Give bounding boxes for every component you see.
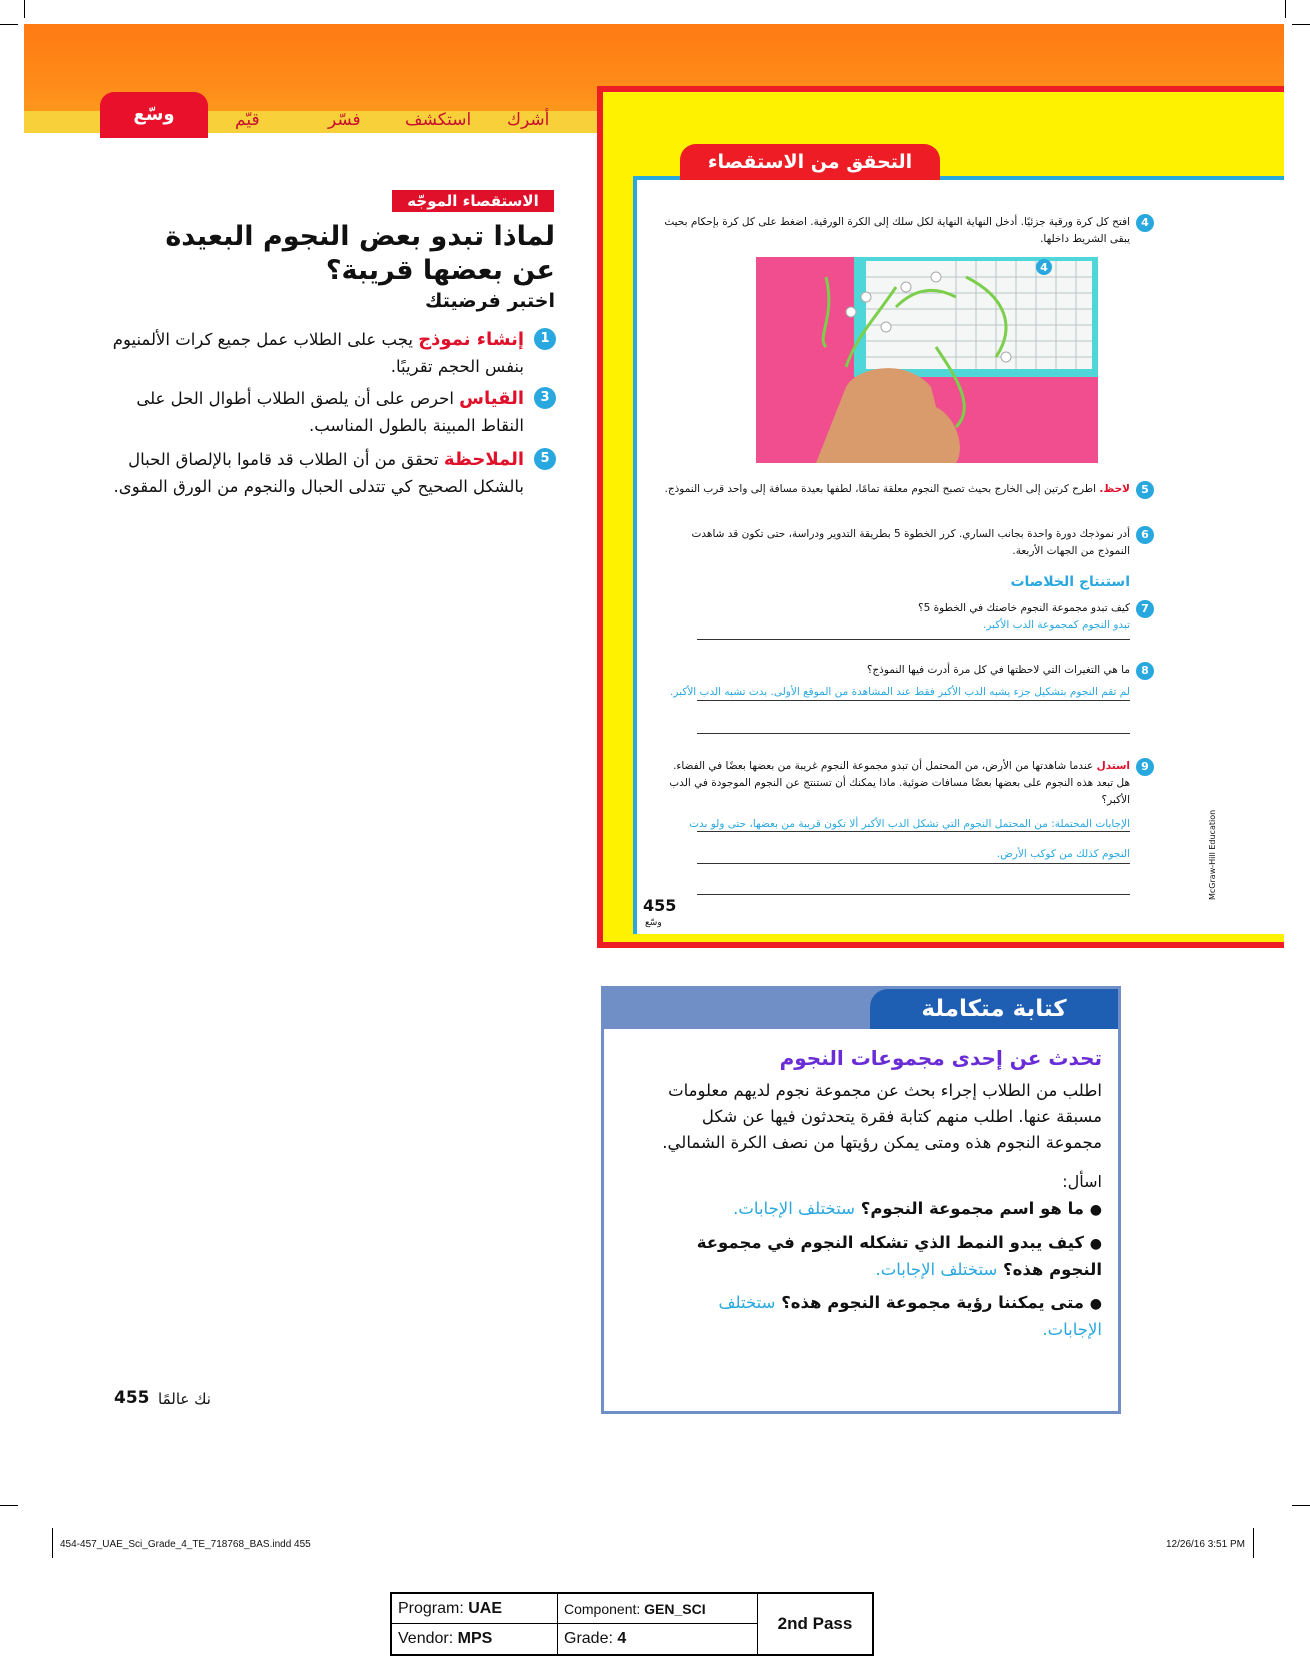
step-keyword: إنشاء نموذج — [418, 329, 524, 350]
component-value: GEN_SCI — [644, 1601, 706, 1617]
crop-mark — [24, 0, 25, 18]
sp-step-number: 5 — [1136, 481, 1154, 499]
sp-answer: لم تقم النجوم بتشكيل جزء يشبه الدب الأكبر فقط عند المشاهدة من الموقع الأولى. بدت تشبه الدب الأكبر. — [670, 686, 1130, 698]
tab-evaluate[interactable]: قيّم — [235, 110, 260, 130]
step-item — [110, 326, 556, 380]
print-date: 12/26/16 3:51 PM — [1166, 1539, 1245, 1550]
page-number: 455 — [114, 1388, 150, 1408]
grade-value: 4 — [617, 1630, 627, 1647]
photo-hand — [816, 368, 960, 463]
crop-mark — [52, 1528, 53, 1558]
ask-label: اسأل: — [1062, 1172, 1102, 1191]
step-number: 5 — [534, 448, 556, 470]
sp-answer: تبدو النجوم كمجموعة الدب الأكبر. — [983, 619, 1130, 631]
crop-mark — [0, 24, 18, 25]
sp-step-number: 9 — [1136, 758, 1154, 776]
program-value: UAE — [468, 1600, 503, 1617]
tab-explain[interactable]: فسّر — [328, 110, 361, 130]
step-keyword: القياس — [459, 388, 524, 409]
guided-inquiry-badge: الاستقصاء الموجّه — [392, 190, 554, 212]
question-text: متى يمكننا رؤية مجموعة النجوم هذه؟ — [781, 1293, 1085, 1312]
grade-label: Grade: — [564, 1630, 613, 1647]
sp-step — [660, 214, 1149, 248]
sp-step-label: لاحظ. — [1099, 483, 1130, 495]
vendor-cell — [392, 1624, 558, 1654]
sp-question — [660, 600, 1149, 634]
crop-mark — [1292, 24, 1310, 25]
conclusions-heading: استنتاج الخلاصات — [1010, 574, 1130, 590]
component-label: Component: — [564, 1601, 641, 1617]
program-label: Program: — [398, 1600, 464, 1617]
step-text: يجب على الطلاب عمل جميع كرات الألمنيوم بنفس الحجم تقريبًا. — [112, 330, 524, 376]
page-footer-word: نك عالمًا — [158, 1390, 211, 1408]
step-text: احرص على أن يلصق الطلاب أطوال الحل على النقاط المبينة بالطول المناسب. — [136, 389, 524, 435]
pass-cell: 2nd Pass — [777, 1614, 853, 1633]
answer-text: ستختلف الإجابات. — [875, 1260, 998, 1279]
sp-step-number: 6 — [1136, 526, 1154, 544]
step-item — [110, 446, 556, 500]
crop-mark — [1253, 1528, 1254, 1558]
photo-badge: 4 — [1040, 261, 1048, 274]
vendor-value: MPS — [457, 1630, 493, 1647]
crop-mark — [0, 1505, 18, 1506]
writing-box-title: كتابة متكاملة — [870, 989, 1118, 1029]
sp-step — [660, 526, 1149, 560]
list-item — [660, 1196, 1102, 1223]
vendor-label: Vendor: — [398, 1630, 454, 1647]
sp-page-number: 455 — [643, 896, 677, 915]
sp-question — [660, 758, 1149, 869]
sp-step-text: أدر نموذجك دورة واحدة بجانب الساري. كرر الخطوة 5 بطريقة التدوير ودراسة، حتى تكون قد شاهدت النموذج من الجهات الأربعة. — [691, 528, 1130, 557]
tab-explore[interactable]: استكشف — [405, 110, 472, 130]
sp-question-text: عندما شاهدتها من الأرض، من المحتمل أن تبدو مجموعة النجوم غريبة من بعضها بعضًا في الفضاء. هل تبعد هذه النجوم على بعضها بعضًا مسافات ضوئية. ماذا يمكنك أن تستنتج عن النجوم الموجودة في الدب الأكبر؟ — [669, 760, 1130, 806]
bullet-icon: ● — [1089, 1202, 1102, 1218]
sp-step-label: استدل — [1096, 760, 1130, 772]
step-number: 3 — [534, 387, 556, 409]
file-slug: 454-457_UAE_Sci_Grade_4_TE_718768_BAS.indd 455 — [60, 1539, 311, 1550]
bullet-icon: ● — [1089, 1296, 1102, 1312]
answer-line — [697, 831, 1130, 832]
writing-box-body: اطلب من الطلاب إجراء بحث عن مجموعة نجوم لديهم معلومات مسبقة عنها. اطلب منهم كتابة فقرة يتحدثون فيها عن شكل مجموعة النجوم هذه ومتى يمكن رؤيتها من نصف الكرة الشمالي. — [662, 1081, 1102, 1152]
sp-answer: الإجابات المحتملة: من المحتمل النجوم التي تشكل الدب الأكبر ألا تكون قريبة من بعضها، حتى ولو بدت النجوم كذلك من كوكب الأرض. — [689, 818, 1130, 860]
student-page-header: التحقق من الاستقصاء — [680, 144, 940, 180]
sp-step-number: 4 — [1136, 214, 1154, 232]
crop-mark — [1292, 1505, 1310, 1506]
program-cell — [392, 1594, 558, 1624]
answer-line — [697, 894, 1130, 895]
crop-mark — [1285, 0, 1286, 18]
credit-line: McGraw-Hill Education — [1208, 809, 1217, 900]
sp-step-text: اطرح كرتين إلى الخارج بحيث تصبح النجوم معلقة تمامًا، لطفها بعيدة مسافة إلى واحد قرب النموذج. — [664, 483, 1097, 495]
step-keyword: الملاحظة — [443, 449, 524, 470]
grade-cell — [558, 1624, 758, 1654]
component-cell — [558, 1594, 758, 1624]
page-title: لماذا تبدو بعض النجوم البعيدة عن بعضها قريبة؟ — [165, 221, 555, 286]
sp-question-text: كيف تبدو مجموعة النجوم خاصتك في الخطوة 5؟ — [918, 602, 1130, 614]
answer-line — [697, 700, 1130, 701]
sp-page-word: وسّع — [645, 918, 662, 928]
list-item — [660, 1230, 1102, 1283]
activity-photo — [756, 257, 1098, 463]
sp-step-text: افتح كل كرة ورقية جزئيًا. أدخل النهاية النهاية لكل سلك إلى الكرة الورقية. اضغط على كل كرة بإحكام بحيث يبقى الشريط داخلها. — [664, 216, 1130, 245]
sp-step-number: 7 — [1136, 600, 1154, 618]
answer-line — [697, 863, 1130, 864]
sp-step-number: 8 — [1136, 662, 1154, 680]
list-item — [660, 1290, 1102, 1343]
sp-step — [660, 481, 1149, 498]
writing-box-subtitle: تحدث عن إحدى مجموعات النجوم — [779, 1046, 1102, 1070]
job-info-table — [390, 1592, 874, 1656]
tab-engage[interactable]: أشرك — [507, 110, 550, 130]
sp-question — [660, 662, 1149, 705]
step-text: تحقق من أن الطلاب قد قاموا بالإلصاق الحبال بالشكل الصحيح كي تتدلى الحبال والنجوم من الورق المقوى. — [113, 450, 524, 496]
answer-line — [697, 733, 1130, 734]
answer-line — [697, 639, 1130, 640]
photo-illustration — [756, 257, 1098, 463]
tab-extend[interactable]: وسّع — [100, 92, 208, 138]
answer-text: ستختلف الإجابات. — [733, 1199, 855, 1218]
section-heading: اختبر فرضيتك — [425, 290, 555, 312]
sp-question-text: ما هي التغيرات التي لاحظتها في كل مرة أدرت فيها النموذج؟ — [866, 664, 1130, 676]
question-text: ما هو اسم مجموعة النجوم؟ — [860, 1199, 1085, 1218]
step-item — [110, 385, 556, 439]
step-number: 1 — [534, 328, 556, 350]
bullet-icon: ● — [1089, 1236, 1102, 1252]
question-text: كيف يبدو النمط الذي تشكله النجوم في مجموعة النجوم هذه؟ — [696, 1233, 1102, 1279]
answer-text: ستختلف الإجابات. — [718, 1293, 1102, 1339]
